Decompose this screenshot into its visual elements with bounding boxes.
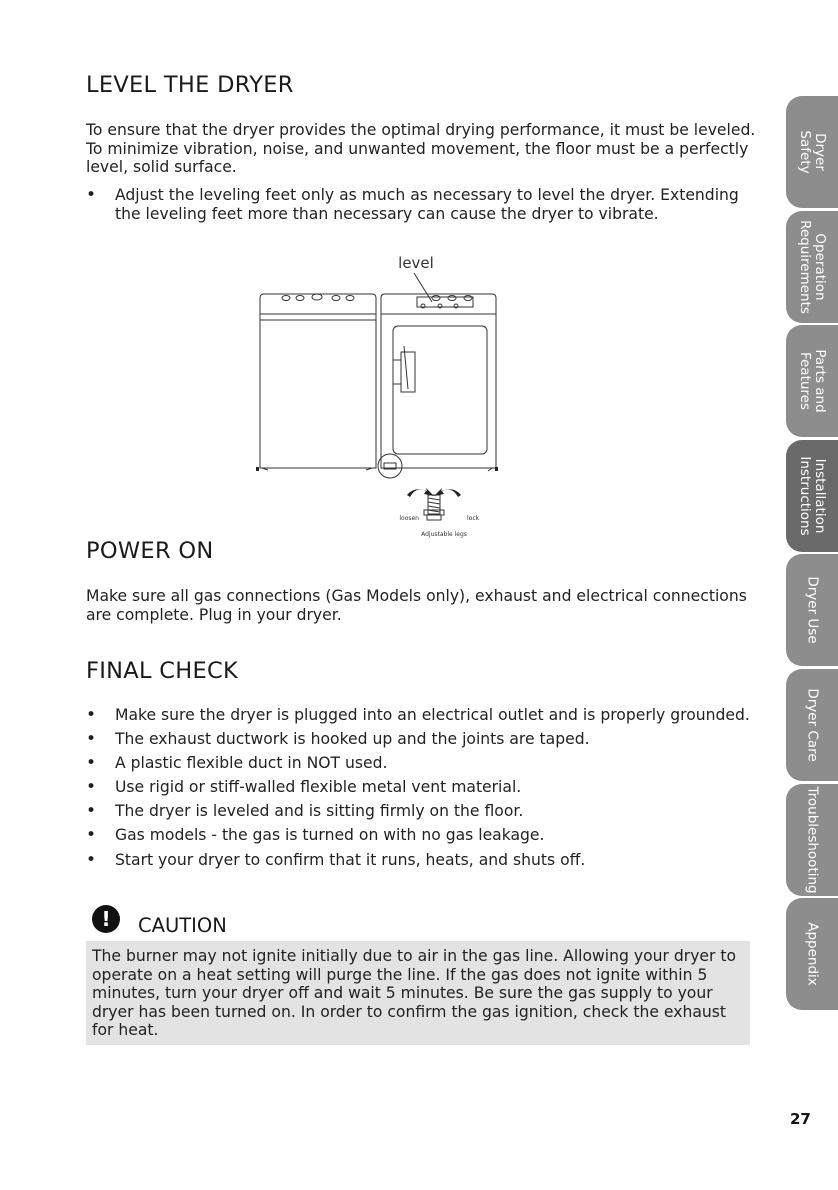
lock-label: lock (467, 515, 480, 522)
level-intro: To ensure that the dryer provides the optimal drying performance, it must be leveled. To minimize vibration, noise, and unwanted movement, the floor must be a perfectly level, solid surface. (86, 121, 756, 176)
tab-dryer-use[interactable] (786, 554, 838, 666)
level-label: level (398, 254, 434, 272)
tab-label: Operation Requirements (797, 219, 828, 314)
list-item: • A plastic flexible duct in NOT used. (86, 754, 756, 773)
tab-installation-instructions[interactable] (786, 440, 838, 552)
caution-box (86, 941, 750, 1045)
washer-console (260, 294, 376, 314)
tab-label: Parts and Features (797, 349, 828, 413)
tab-label: Dryer Care (804, 688, 821, 762)
list-item: • Start your dryer to confirm that it runs, heats, and shuts off. (86, 851, 756, 870)
loosen-label: loosen (399, 515, 419, 522)
warning-icon: ! (92, 905, 120, 933)
list-item: • Use rigid or stiff-walled flexible metal vent material. (86, 778, 756, 797)
leg-closeup (378, 454, 402, 478)
list-item: • Make sure the dryer is plugged into an electrical outlet and is properly grounded. (86, 706, 756, 725)
dryer-door (393, 326, 487, 454)
list-item: • The dryer is leveled and is sitting firmly on the floor. (86, 802, 756, 821)
page-number: 27 (790, 1110, 811, 1128)
tab-label: Installation Instructions (797, 456, 828, 536)
tab-troubleshooting[interactable] (786, 784, 838, 896)
section-tabs (786, 96, 838, 1013)
section-title-power: POWER ON (86, 538, 214, 564)
tab-label: Appendix (804, 922, 821, 986)
tab-dryer-care[interactable] (786, 669, 838, 781)
section-title-level: LEVEL THE DRYER (86, 72, 294, 98)
tab-label: Dryer Use (804, 576, 821, 645)
washer-body (260, 314, 376, 468)
tab-label: Dryer Safety (797, 130, 828, 174)
tab-operation-requirements[interactable] (786, 211, 838, 323)
level-bullets (86, 186, 756, 223)
list-item: • Adjust the leveling feet only as much as necessary to level the dryer. Extending the leveling feet more than necessary can cause the dryer to vibrate. (86, 186, 756, 223)
caution-title: CAUTION (138, 914, 227, 937)
dryer-body (381, 314, 496, 468)
lock-arrow (434, 488, 461, 497)
power-text: Make sure all gas connections (Gas Models only), exhaust and electrical connections are complete. Plug in your dryer. (86, 587, 747, 624)
tab-appendix[interactable] (786, 898, 838, 1010)
tab-parts-and-features[interactable] (786, 325, 838, 437)
leveling-diagram (256, 254, 516, 540)
section-title-final: FINAL CHECK (86, 658, 239, 684)
caution-text: The burner may not ignite initially due to air in the gas line. Allowing your dryer to operate on a heat setting will purge the line. If the gas does not ignite within 5 minutes, turn your dryer off and wait 5 minutes. Be sure the gas supply to your dryer has been turned on. In order to confirm the gas ignition, check the exhaust for heat. (92, 947, 737, 1039)
list-item: • The exhaust ductwork is hooked up and the joints are taped. (86, 730, 756, 749)
loosen-arrow (407, 488, 434, 497)
tab-label: Troubleshooting (804, 785, 821, 894)
final-check-list (86, 706, 756, 875)
tab-dryer-safety[interactable] (786, 96, 838, 208)
adjustable-legs-label: Adjustable legs (421, 531, 467, 538)
list-item: • Gas models - the gas is turned on with no gas leakage. (86, 826, 756, 845)
